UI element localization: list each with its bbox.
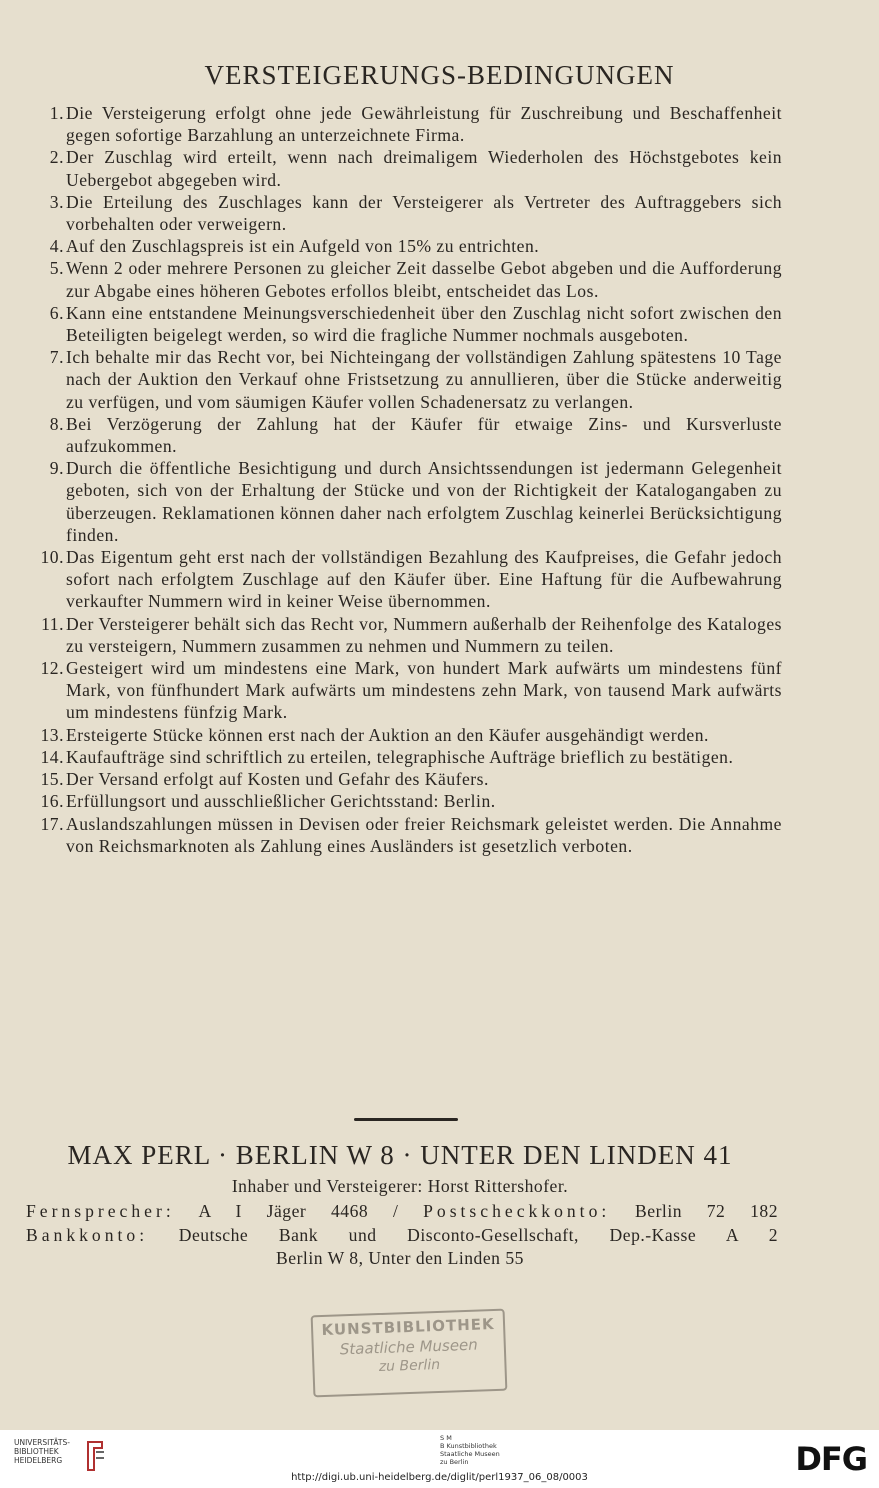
owner-line: Inhaber und Versteigerer: Horst Rittershofer. xyxy=(231,1176,569,1196)
university-line-2: BIBLIOTHEK xyxy=(14,1447,59,1456)
library-line-3: Staatliche Museen xyxy=(440,1450,500,1458)
condition-text: Die Erteilung des Zuschlages kann der Versteigerer als Vertreter des Auftraggebers sich vorbehalten oder verweigern. xyxy=(66,191,782,235)
condition-number: 1. xyxy=(49,103,64,123)
source-url[interactable]: http://digi.ub.uni-heidelberg.de/diglit/perl1937_06_08/0003 xyxy=(291,1472,588,1483)
library-stamp xyxy=(311,1309,508,1398)
condition-number: 5. xyxy=(49,258,64,279)
condition-item xyxy=(30,790,782,812)
university-line-1: UNIVERSITÄTS- xyxy=(14,1438,70,1447)
condition-number: 9. xyxy=(49,458,64,479)
library-line-4: zu Berlin xyxy=(440,1458,469,1466)
stamp-line-3: zu Berlin xyxy=(378,1356,441,1376)
condition-text: Kaufaufträge sind schriftlich zu erteilen, telegraphische Aufträge brieflich zu bestätigen. xyxy=(66,746,734,767)
condition-number: 12. xyxy=(40,658,64,679)
library-imprint xyxy=(380,1434,580,1466)
firm-name-line: MAX PERL · BERLIN W 8 · UNTER DEN LINDEN 41 xyxy=(67,1140,733,1170)
condition-number: 17. xyxy=(40,813,64,834)
phone-label: Fernsprecher: xyxy=(26,1201,175,1221)
bank-label: Bankkonto: xyxy=(26,1225,149,1245)
condition-number: 13. xyxy=(40,724,64,745)
condition-text: Ersteigerte Stücke können erst nach der Auktion an den Käufer ausgehändigt werden. xyxy=(66,724,709,745)
condition-item xyxy=(30,102,782,146)
document-title: VERSTEIGERUNGS-BEDINGUNGEN xyxy=(204,60,675,90)
condition-item xyxy=(30,257,782,301)
condition-text: Kann eine entstandene Meinungsverschiedenheit über den Zuschlag nicht sofort zwischen den Beteiligten beigelegt werden, so wird die fragliche Nummer nochmals ausgeboten. xyxy=(66,302,782,346)
condition-item xyxy=(30,768,782,790)
library-line-2: B Kunstbibliothek xyxy=(440,1442,497,1450)
condition-item xyxy=(30,746,782,768)
condition-item xyxy=(30,457,782,546)
phone-value: A I Jäger 4468 xyxy=(198,1201,369,1221)
condition-number: 8. xyxy=(49,413,64,434)
stamp-line-1: KUNSTBIBLIOTHEK xyxy=(321,1315,495,1340)
condition-item xyxy=(30,146,782,190)
condition-text: Durch die öffentliche Besichtigung und durch Ansichtssendungen ist jedermann Gelegenheit geboten, sich von der Erhaltung der Stücke und von der Richtigkeit der Katalogangaben zu überzeugen. Reklamationen können daher nach erfolgtem Zuschlag keinerlei Berücksichtigung finden. xyxy=(66,458,782,545)
condition-number: 10. xyxy=(40,547,64,568)
bank-address-line: Berlin W 8, Unter den Linden 55 xyxy=(276,1248,524,1268)
university-line-3: HEIDELBERG xyxy=(14,1456,63,1465)
conditions-list xyxy=(30,102,782,857)
condition-number: 7. xyxy=(49,347,64,368)
condition-text: Der Versand erfolgt auf Kosten und Gefahr des Käufers. xyxy=(66,769,489,790)
condition-number: 11. xyxy=(41,613,64,634)
condition-item xyxy=(30,613,782,657)
condition-text: Die Versteigerung erfolgt ohne jede Gewährleistung für Zuschreibung und Beschaffenheit gegen sofortige Barzahlung an unterzeichnete Firma. xyxy=(66,103,782,146)
condition-number: 4. xyxy=(49,236,64,257)
condition-text: Auslandszahlungen müssen in Devisen oder freier Reichsmark geleistet werden. Die Annahme von Reichsmarknoten als Zahlung eines Ausländers ist gesetzlich verboten. xyxy=(66,813,782,856)
condition-text: Wenn 2 oder mehrere Personen zu gleicher Zeit dasselbe Gebot abgeben und die Aufforderung zur Abgabe eines höheren Gebotes erfollos bleibt, entscheidet das Los. xyxy=(66,258,782,301)
dfg-logo: DFG xyxy=(795,1440,867,1478)
phone-postcheck-line: Fernsprecher: A I Jäger 4468 / Postscheckkonto: Berlin 72 182 xyxy=(26,1201,779,1221)
university-mark-icon xyxy=(84,1438,106,1474)
condition-number: 14. xyxy=(40,746,64,767)
postcheck-value: Berlin 72 182 xyxy=(635,1201,779,1221)
condition-text: Ich behalte mir das Recht vor, bei Nichteingang der vollständigen Zahlung spätestens 10 Tage nach der Auktion den Verkauf ohne Fristsetzung zu annullieren, über die Stücke anderweitig zu verfügen, und vom säumigen Käufer vollen Schadenersatz zu verlangen. xyxy=(66,347,782,412)
condition-number: 16. xyxy=(40,791,64,812)
library-line-1: S M xyxy=(440,1434,452,1442)
condition-item xyxy=(30,346,782,413)
condition-text: Der Zuschlag wird erteilt, wenn nach dreimaligem Wiederholen des Höchstgebotes kein Uebergebot abgegeben wird. xyxy=(66,147,782,190)
condition-number: 3. xyxy=(49,191,64,212)
condition-item xyxy=(30,413,782,457)
condition-number: 2. xyxy=(49,147,64,168)
condition-item xyxy=(30,191,782,235)
section-divider xyxy=(354,1118,458,1121)
stamp-line-2: Staatliche Museen xyxy=(339,1335,479,1359)
bank-value: Deutsche Bank und Disconto-Gesellschaft, Dep.-Kasse A 2 xyxy=(178,1225,778,1245)
bank-line xyxy=(26,1225,778,1246)
condition-text: Bei Verzögerung der Zahlung hat der Käufer für etwaige Zins- und Kursverluste aufzukommen. xyxy=(66,413,782,457)
condition-text: Gesteigert wird um mindestens eine Mark, von hundert Mark aufwärts um mindestens fünf Mark, von fünfhundert Mark aufwärts um mindestens zehn Mark, von tausend Mark aufwärts um mindestens fünfzig Mark. xyxy=(66,658,782,723)
condition-text: Erfüllungsort und ausschließlicher Gerichtsstand: Berlin. xyxy=(66,791,496,812)
condition-item xyxy=(30,657,782,724)
condition-item xyxy=(30,724,782,746)
postcheck-label: Postscheckkonto: xyxy=(423,1201,611,1221)
condition-number: 15. xyxy=(40,769,64,790)
condition-item xyxy=(30,813,782,857)
condition-text: Das Eigentum geht erst nach der vollständigen Bezahlung des Kaufpreises, die Gefahr jedoch sofort nach erfolgtem Zuschlage auf den Käufer über. Eine Haftung für die Aufbewahrung verkaufter Nummern wird in keiner Weise übernommen. xyxy=(66,547,782,612)
condition-item xyxy=(30,302,782,346)
condition-text: Der Versteigerer behält sich das Recht vor, Nummern außerhalb der Reihenfolge des Kataloges zu versteigern, Nummern zusammen zu nehmen und Nummern zu teilen. xyxy=(66,613,782,656)
condition-item xyxy=(30,546,782,613)
condition-text: Auf den Zuschlagspreis ist ein Aufgeld von 15% zu entrichten. xyxy=(66,236,540,257)
condition-number: 6. xyxy=(49,302,64,323)
condition-item xyxy=(30,235,782,257)
